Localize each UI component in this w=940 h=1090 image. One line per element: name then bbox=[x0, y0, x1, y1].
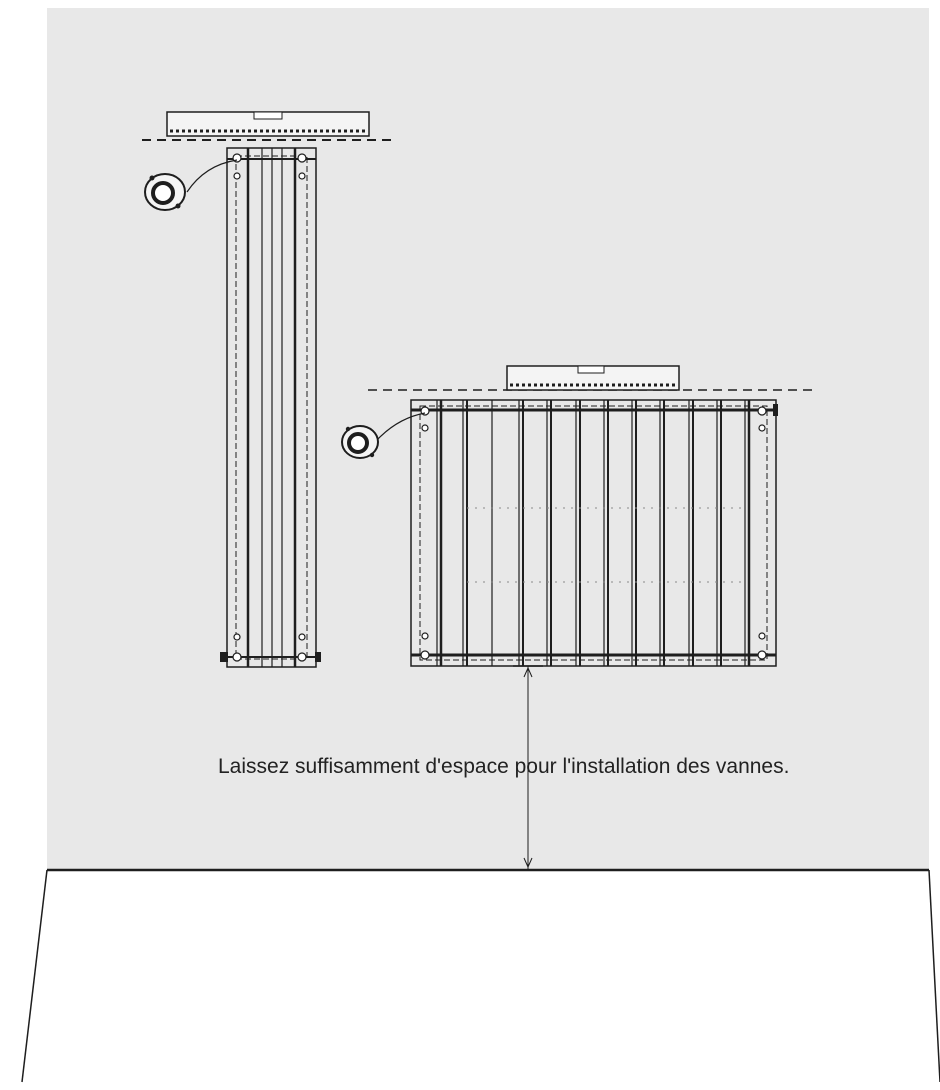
wall-background bbox=[47, 8, 929, 870]
instruction-text: Laissez suffisamment d'espace pour l'installation des vannes. bbox=[218, 755, 790, 778]
spirit-level-icon-2 bbox=[507, 366, 679, 390]
spirit-level-icon bbox=[167, 112, 369, 136]
floor bbox=[22, 870, 940, 1082]
pipe-bracket-icon bbox=[145, 174, 185, 210]
pipe-bracket-icon-2 bbox=[342, 426, 378, 458]
